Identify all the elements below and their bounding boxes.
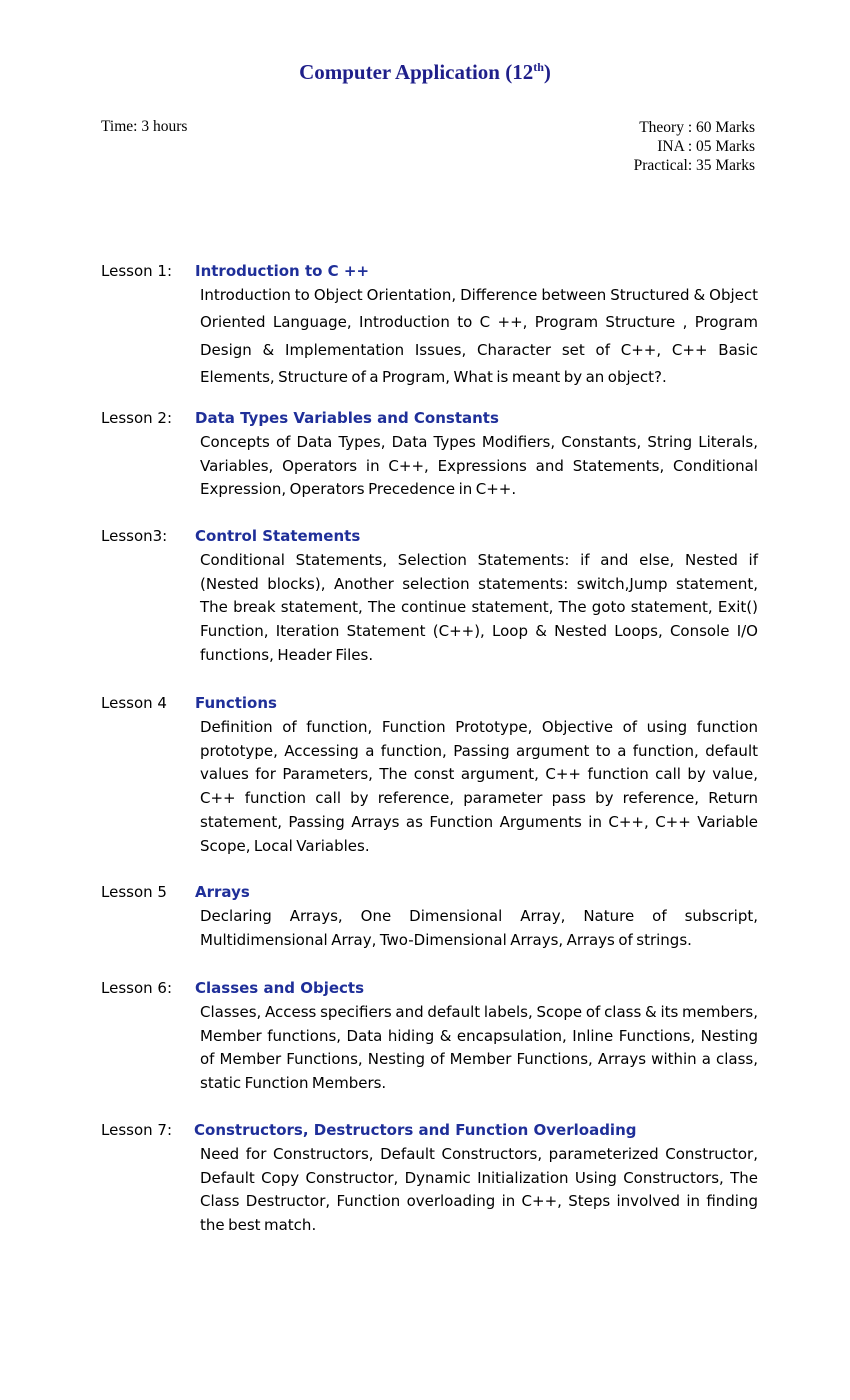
lesson-label: Lesson 4 — [101, 694, 167, 712]
marks-breakdown — [634, 118, 755, 175]
page-title-close: ) — [543, 60, 551, 84]
lesson-title: Control Statements — [195, 527, 361, 545]
lesson-title: Arrays — [195, 883, 250, 901]
lesson-label: Lesson 2: — [101, 409, 173, 427]
lesson-description: Need for Constructors, Default Constructors, parameterized Constructor, Default Copy Constructor, Dynamic Initialization Using Constructors, The Class Destructor, Function overloading in C++, Steps involved in finding the best match. — [200, 1145, 758, 1235]
lesson-description: Concepts of Data Types, Data Types Modifiers, Constants, String Literals, Variables, Operators in C++, Expressions and Statements, Conditional Expression, Operators Precedence in C++. — [200, 433, 758, 499]
lesson-2 — [101, 409, 758, 502]
lesson-title: Functions — [195, 694, 277, 712]
lesson-label: Lesson 5 — [101, 883, 167, 901]
page-title-superscript: th — [533, 60, 544, 74]
exam-duration: Time: 3 hours — [101, 118, 188, 135]
lesson-5 — [101, 883, 758, 952]
page-title-text: Computer Application (12 — [299, 60, 534, 84]
theory-marks: Theory : 60 Marks — [639, 119, 755, 136]
practical-marks: Practical: 35 Marks — [633, 157, 755, 174]
lesson-1 — [101, 262, 758, 391]
lesson-label: Lesson 6: — [101, 979, 173, 997]
page-title — [0, 60, 850, 85]
lesson-6 — [101, 979, 758, 1096]
lesson-title: Constructors, Destructors and Function Overloading — [194, 1121, 637, 1139]
lesson-description: Classes, Access specifiers and default labels, Scope of class & its members, Member functions, Data hiding & encapsulation, Inline Functions, Nesting of Member Functions, Nesting of Member Functions, Arrays within a class, static Function Members. — [200, 1003, 758, 1093]
lesson-description: Declaring Arrays, One Dimensional Array, Nature of subscript, Multidimensional Array, Two-Dimensional Arrays, Arrays of strings. — [200, 907, 758, 949]
lesson-description: Conditional Statements, Selection Statements: if and else, Nested if (Nested blocks), Another selection statements: switch,Jump statement, The break statement, The continue statement, The goto statement, Exit() Function, Iteration Statement (C++), Loop & Nested Loops, Console I/O functions, Header Files. — [200, 551, 758, 664]
lesson-title: Classes and Objects — [195, 979, 365, 997]
lesson-label: Lesson3: — [101, 527, 168, 545]
lesson-description: Definition of function, Function Prototype, Objective of using function prototype, Accessing a function, Passing argument to a function, default values for Parameters, The const argument, C++ function call by value, C++ function call by reference, parameter pass by reference, Return statement, Passing Arrays as Function Arguments in C++, C++ Variable Scope, Local Variables. — [200, 718, 758, 855]
lesson-title: Data Types Variables and Constants — [195, 409, 499, 427]
lesson-title: Introduction to C ++ — [195, 262, 370, 280]
lesson-7 — [101, 1121, 758, 1238]
lesson-3 — [101, 527, 758, 668]
lesson-4 — [101, 694, 758, 858]
ina-marks: INA : 05 Marks — [657, 138, 755, 155]
lesson-description: Introduction to Object Orientation, Difference between Structured & Object Oriented Language, Introduction to C ++, Program Structure , Program Design & Implementation Issues, Character set of C++, C++ Basic Elements, Structure of a Program, What is meant by an object?. — [200, 286, 758, 386]
lesson-label: Lesson 1: — [101, 262, 173, 280]
lesson-label: Lesson 7: — [101, 1121, 173, 1139]
